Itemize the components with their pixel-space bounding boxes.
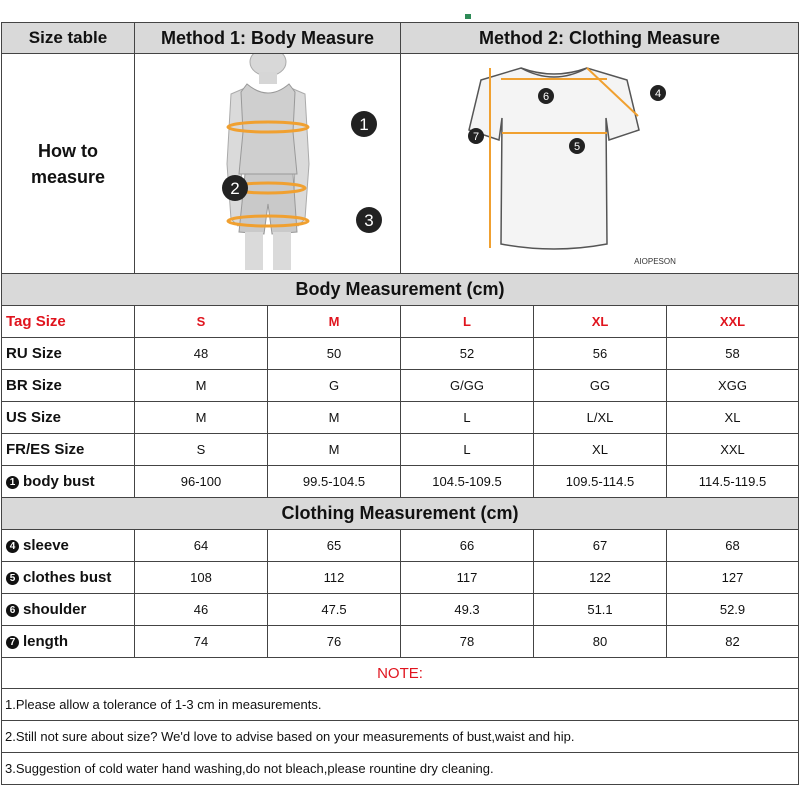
brand-label: AIOPESON [634, 257, 676, 266]
marker-5-icon [569, 138, 585, 154]
table-cell: 82 [667, 626, 799, 658]
table-cell: 47.5 [268, 594, 401, 626]
shirt-figure [401, 54, 799, 270]
body-section-header [2, 274, 799, 306]
svg-text:7: 7 [472, 131, 480, 143]
table-cell: 46 [135, 594, 268, 626]
tag-size-cell: XL [534, 306, 667, 338]
row-label-text: body bust [23, 473, 95, 490]
table-row [2, 402, 799, 434]
table-cell: 56 [534, 338, 667, 370]
row-label: BR Size [2, 370, 135, 402]
marker-1-icon [351, 111, 377, 137]
row-label: US Size [2, 402, 135, 434]
table-cell: G [268, 370, 401, 402]
image-row [2, 54, 799, 274]
table-cell: 58 [667, 338, 799, 370]
table-cell: 64 [135, 530, 268, 562]
table-cell: L [401, 434, 534, 466]
table-cell: 80 [534, 626, 667, 658]
row-label-text: clothes bust [23, 569, 112, 586]
note-title-row [2, 658, 799, 689]
marker-6-icon: 6 [6, 604, 19, 617]
tag-size-cell: M [268, 306, 401, 338]
svg-text:4: 4 [654, 88, 662, 100]
table-cell: 67 [534, 530, 667, 562]
header-row [2, 23, 799, 54]
marker-2-icon [222, 175, 248, 201]
table-cell: XL [667, 402, 799, 434]
table-row [2, 562, 799, 594]
table-cell: L [401, 402, 534, 434]
table-cell: M [268, 434, 401, 466]
row-label [2, 626, 135, 658]
table-cell: 68 [667, 530, 799, 562]
header-size-table: Size table [2, 23, 135, 54]
table-cell: XL [534, 434, 667, 466]
how-to-measure [2, 54, 135, 274]
note-row [2, 753, 799, 785]
table-cell: M [268, 402, 401, 434]
row-label [2, 530, 135, 562]
body-section-title: Body Measurement (cm) [2, 274, 799, 306]
table-cell: S [135, 434, 268, 466]
table-row [2, 434, 799, 466]
note-line: 2.Still not sure about size? We'd love to advise based on your measurements of bust,waist and hip. [2, 721, 799, 753]
clothing-measure-figure-cell [401, 54, 799, 274]
svg-text:5: 5 [573, 141, 581, 153]
svg-text:2: 2 [230, 179, 240, 198]
how-to-line-1: How to [38, 140, 98, 161]
table-cell: 117 [401, 562, 534, 594]
row-label-text: shoulder [23, 601, 87, 618]
table-row [2, 338, 799, 370]
marker-4-icon: 4 [6, 540, 19, 553]
table-cell: 78 [401, 626, 534, 658]
table-cell: XGG [667, 370, 799, 402]
table-cell: 65 [268, 530, 401, 562]
table-cell: 48 [135, 338, 268, 370]
table-cell: 66 [401, 530, 534, 562]
body-measure-figure-cell [135, 54, 401, 274]
marker-7-icon [468, 128, 484, 144]
table-cell: 122 [534, 562, 667, 594]
svg-text:1: 1 [359, 115, 369, 134]
table-cell: 52.9 [667, 594, 799, 626]
table-row [2, 530, 799, 562]
size-chart [1, 22, 798, 785]
table-row [2, 626, 799, 658]
marker-6-icon [538, 88, 554, 104]
marker-5-icon: 5 [6, 572, 19, 585]
note-title: NOTE: [2, 658, 799, 689]
header-method-1: Method 1: Body Measure [135, 23, 401, 54]
table-cell: GG [534, 370, 667, 402]
marker-1-icon: 1 [6, 476, 19, 489]
table-cell: 74 [135, 626, 268, 658]
table-cell: 52 [401, 338, 534, 370]
marker-3-icon [356, 207, 382, 233]
table-cell: 50 [268, 338, 401, 370]
table-row [2, 370, 799, 402]
how-to-line-2: measure [30, 166, 106, 187]
table-cell: 127 [667, 562, 799, 594]
row-label [2, 466, 135, 498]
table-row [2, 594, 799, 626]
table-cell: 112 [268, 562, 401, 594]
table-cell: 49.3 [401, 594, 534, 626]
svg-text:6: 6 [542, 91, 550, 103]
table-cell: 51.1 [534, 594, 667, 626]
tag-size-cell: L [401, 306, 534, 338]
table-cell: 108 [135, 562, 268, 594]
table-cell: 96-100 [135, 466, 268, 498]
table-cell: 114.5-119.5 [667, 466, 799, 498]
clothing-section-header [2, 498, 799, 530]
note-line: 1.Please allow a tolerance of 1-3 cm in measurements. [2, 689, 799, 721]
clothing-section-title: Clothing Measurement (cm) [2, 498, 799, 530]
table-cell: 104.5-109.5 [401, 466, 534, 498]
table-cell: M [135, 370, 268, 402]
tag-size-label: Tag Size [2, 306, 135, 338]
row-label-text: length [23, 633, 68, 650]
row-label-text: sleeve [23, 537, 69, 554]
row-label: FR/ES Size [2, 434, 135, 466]
table-cell: 76 [268, 626, 401, 658]
table-cell: L/XL [534, 402, 667, 434]
tag-size-cell: S [135, 306, 268, 338]
table-cell: M [135, 402, 268, 434]
row-label: RU Size [2, 338, 135, 370]
svg-text:3: 3 [364, 211, 374, 230]
decorative-dot [465, 14, 471, 19]
table-cell: G/GG [401, 370, 534, 402]
row-label [2, 594, 135, 626]
note-row [2, 689, 799, 721]
body-figure [135, 54, 401, 270]
marker-7-icon: 7 [6, 636, 19, 649]
table-row [2, 466, 799, 498]
table-cell: XXL [667, 434, 799, 466]
header-method-2: Method 2: Clothing Measure [401, 23, 799, 54]
size-table [1, 22, 799, 785]
tag-size-row [2, 306, 799, 338]
table-cell: 99.5-104.5 [268, 466, 401, 498]
row-label [2, 562, 135, 594]
marker-4-icon [650, 85, 666, 101]
table-cell: 109.5-114.5 [534, 466, 667, 498]
note-row [2, 721, 799, 753]
tag-size-cell: XXL [667, 306, 799, 338]
note-line: 3.Suggestion of cold water hand washing,do not bleach,please rountine dry cleaning. [2, 753, 799, 785]
